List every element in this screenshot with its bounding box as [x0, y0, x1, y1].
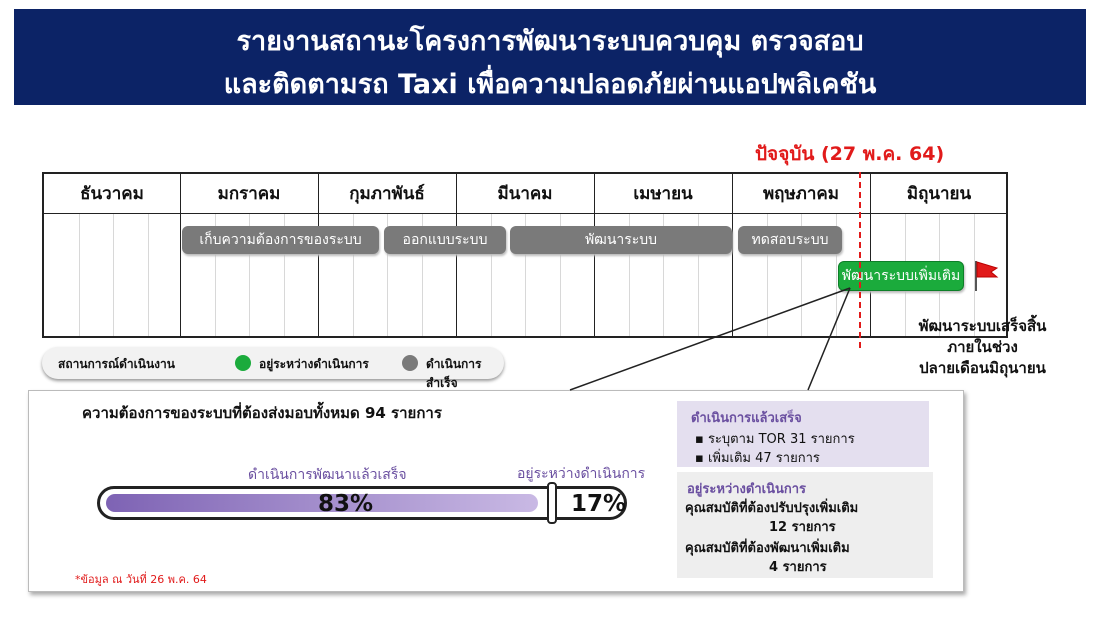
task-additional-development: พัฒนาระบบเพิ่มเติม	[838, 261, 964, 291]
in-progress-item2-count: 4 รายการ	[769, 560, 827, 575]
done-percent: 83%	[318, 491, 374, 517]
legend-title: สถานการณ์ดำเนินงาน	[58, 357, 175, 371]
legend-in-progress-dot	[235, 355, 251, 371]
finish-note-line2: ภายในช่วง	[947, 338, 1018, 356]
today-marker-line	[859, 172, 861, 348]
requirements-title: ความต้องการของระบบที่ต้องส่งมอบทั้งหมด 94 รายการ	[82, 404, 442, 422]
in-progress-label: อยู่ระหว่างดำเนินการ	[517, 466, 646, 482]
status-legend	[42, 347, 504, 390]
finish-note-line3: ปลายเดือนมิถุนายน	[919, 359, 1046, 377]
completed-item: ▪ เพิ่มเติม 47 รายการ	[695, 451, 820, 466]
week-gridline	[148, 214, 149, 336]
month-header-april: เมษายน	[594, 174, 732, 214]
data-date-note: *ข้อมูล ณ วันที่ 26 พ.ค. 64	[75, 573, 207, 586]
month-header-march: มีนาคม	[456, 174, 594, 214]
week-gridline	[79, 214, 80, 336]
month-header-june: มิถุนายน	[870, 174, 1008, 214]
legend-in-progress-label: อยู่ระหว่างดำเนินการ	[259, 357, 369, 371]
header-title-line2: และติดตามรถ Taxi เพื่อความปลอดภัยผ่านแอปพลิเคชัน	[223, 69, 877, 100]
in-progress-item1-count: 12 รายการ	[769, 520, 836, 535]
completed-summary-box	[677, 401, 929, 467]
header-title-line1: รายงานสถานะโครงการพัฒนาระบบควบคุม ตรวจสอบ	[236, 26, 864, 57]
month-header-january: มกราคม	[180, 174, 318, 214]
report-header	[14, 9, 1086, 105]
legend-completed-dot	[402, 355, 418, 371]
task-testing: ทดสอบระบบ	[738, 226, 842, 254]
progress-divider	[547, 482, 557, 524]
done-label: ดำเนินการพัฒนาแล้วเสร็จ	[248, 467, 407, 483]
month-header-december: ธันวาคม	[44, 174, 180, 214]
month-header-february: กุมภาพันธ์	[318, 174, 456, 214]
in-progress-item1: คุณสมบัติที่ต้องปรับปรุงเพิ่มเติม	[685, 501, 859, 516]
in-progress-box-title: อยู่ระหว่างดำเนินการ	[687, 482, 807, 497]
remaining-percent: 17%	[571, 491, 627, 517]
today-label: ปัจจุบัน (27 พ.ค. 64)	[755, 143, 945, 165]
finish-flag-icon	[973, 259, 1001, 293]
legend-completed-label: ดำเนินการสำเร็จ	[426, 357, 482, 390]
task-design: ออกแบบระบบ	[384, 226, 506, 254]
completed-box-title: ดำเนินการแล้วเสร็จ	[691, 411, 802, 426]
week-gridline	[113, 214, 114, 336]
task-requirements: เก็บความต้องการของระบบ	[182, 226, 379, 254]
finish-note	[895, 316, 1070, 379]
task-development: พัฒนาระบบ	[510, 226, 732, 254]
gantt-chart	[42, 172, 1008, 338]
in-progress-item2: คุณสมบัติที่ต้องพัฒนาเพิ่มเติม	[685, 541, 850, 556]
month-header-may: พฤษภาคม	[732, 174, 870, 214]
in-progress-summary-box	[677, 472, 933, 578]
completed-item: ▪ ระบุตาม TOR 31 รายการ	[695, 432, 855, 447]
finish-note-line1: พัฒนาระบบเสร็จสิ้น	[918, 317, 1047, 335]
